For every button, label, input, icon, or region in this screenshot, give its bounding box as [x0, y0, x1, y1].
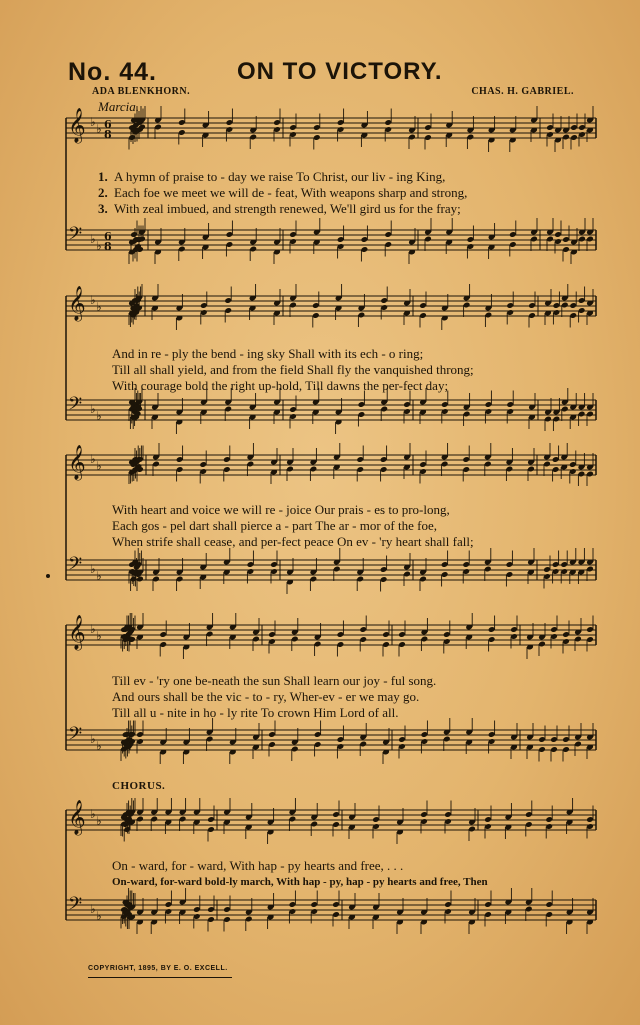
copyright-rule — [88, 977, 232, 978]
bass-clef-icon: 𝄢 — [68, 724, 83, 749]
time-signature: 6 — [104, 230, 112, 243]
flat-icon: ♭ — [90, 115, 96, 129]
time-signature: 8 — [104, 128, 112, 141]
composer-credit: CHAS. H. GABRIEL. — [471, 86, 574, 97]
margin-mark — [46, 574, 50, 578]
flat-icon: ♭ — [90, 293, 96, 307]
flat-icon: ♭ — [96, 739, 102, 753]
lyric-line: 2. Each foe we meet we will de - feat, With weapons sharp and strong, — [98, 185, 468, 200]
time-signature: 6 — [104, 118, 112, 131]
lyric-line: With courage bold the right up-hold, Till dawns the per-fect day; — [112, 378, 449, 393]
tempo-marking: Marcia. — [98, 99, 140, 114]
bass-clef-icon: 𝄢 — [68, 894, 83, 919]
treble-clef-icon: 𝄞 — [68, 286, 86, 321]
flat-icon: ♭ — [96, 239, 102, 253]
lyric-line: And ours shall be the vic - to - ry, Wher-ev - er we may go. — [112, 689, 420, 704]
hymn-number: No. 44. — [68, 58, 157, 86]
lyric-line: Till all shall yield, and from the field Shall fly the vanquished throng; — [112, 362, 474, 377]
flat-icon: ♭ — [96, 569, 102, 583]
lyric-line: When strife shall cease, and per-fect peace On ev - 'ry heart shall fall; — [112, 534, 474, 549]
lyric-line: Till all u - nite in ho - ly rite To crown Him Lord of all. — [112, 705, 399, 720]
bass-clef-icon: 𝄢 — [68, 554, 83, 579]
treble-clef-icon: 𝄞 — [68, 108, 86, 143]
flat-icon: ♭ — [90, 622, 96, 636]
lyric-line: Till ev - 'ry one be-neath the sun Shall learn our joy - ful song. — [112, 673, 437, 688]
lyric-line: And in re - ply the bend - ing sky Shall with its ech - o ring; — [112, 346, 424, 361]
lyric-line: On - ward, for - ward, With hap - py hearts and free, . . . — [112, 858, 404, 873]
flat-icon: ♭ — [96, 814, 102, 828]
flat-icon: ♭ — [90, 732, 96, 746]
treble-clef-icon: 𝄞 — [68, 445, 86, 480]
flat-icon: ♭ — [96, 122, 102, 136]
flat-icon: ♭ — [90, 562, 96, 576]
copyright-notice: COPYRIGHT, 1895, BY E. O. EXCELL. — [88, 965, 228, 972]
lyric-line: With heart and voice we will re - joice Our prais - es to pro-long, — [112, 502, 450, 517]
flat-icon: ♭ — [96, 909, 102, 923]
flat-icon: ♭ — [90, 232, 96, 246]
flat-icon: ♭ — [96, 629, 102, 643]
flat-icon: ♭ — [96, 409, 102, 423]
treble-clef-icon: 𝄞 — [68, 800, 86, 835]
lyric-line: On-ward, for-ward bold-ly march, With hap - py, hap - py hearts and free, Then — [112, 876, 488, 888]
flat-icon: ♭ — [90, 402, 96, 416]
flat-icon: ♭ — [90, 807, 96, 821]
flat-icon: ♭ — [90, 452, 96, 466]
flat-icon: ♭ — [96, 300, 102, 314]
treble-clef-icon: 𝄞 — [68, 615, 86, 650]
bass-clef-icon: 𝄢 — [68, 224, 83, 249]
bass-clef-icon: 𝄢 — [68, 394, 83, 419]
flat-icon: ♭ — [96, 459, 102, 473]
lyric-line: 3. With zeal imbued, and strength renewed, We'll gird us for the fray; — [98, 201, 461, 216]
chorus-label: CHORUS. — [112, 780, 166, 792]
lyricist-credit: ADA BLENKHORN. — [92, 86, 191, 97]
time-signature: 8 — [104, 240, 112, 253]
lyric-line: Each gos - pel dart shall pierce a - part The ar - mor of the foe, — [112, 518, 437, 533]
hymn-title: ON TO VICTORY. — [237, 58, 443, 85]
flat-icon: ♭ — [90, 902, 96, 916]
lyric-line: 1. A hymn of praise to - day we raise To Christ, our liv - ing King, — [98, 169, 446, 184]
